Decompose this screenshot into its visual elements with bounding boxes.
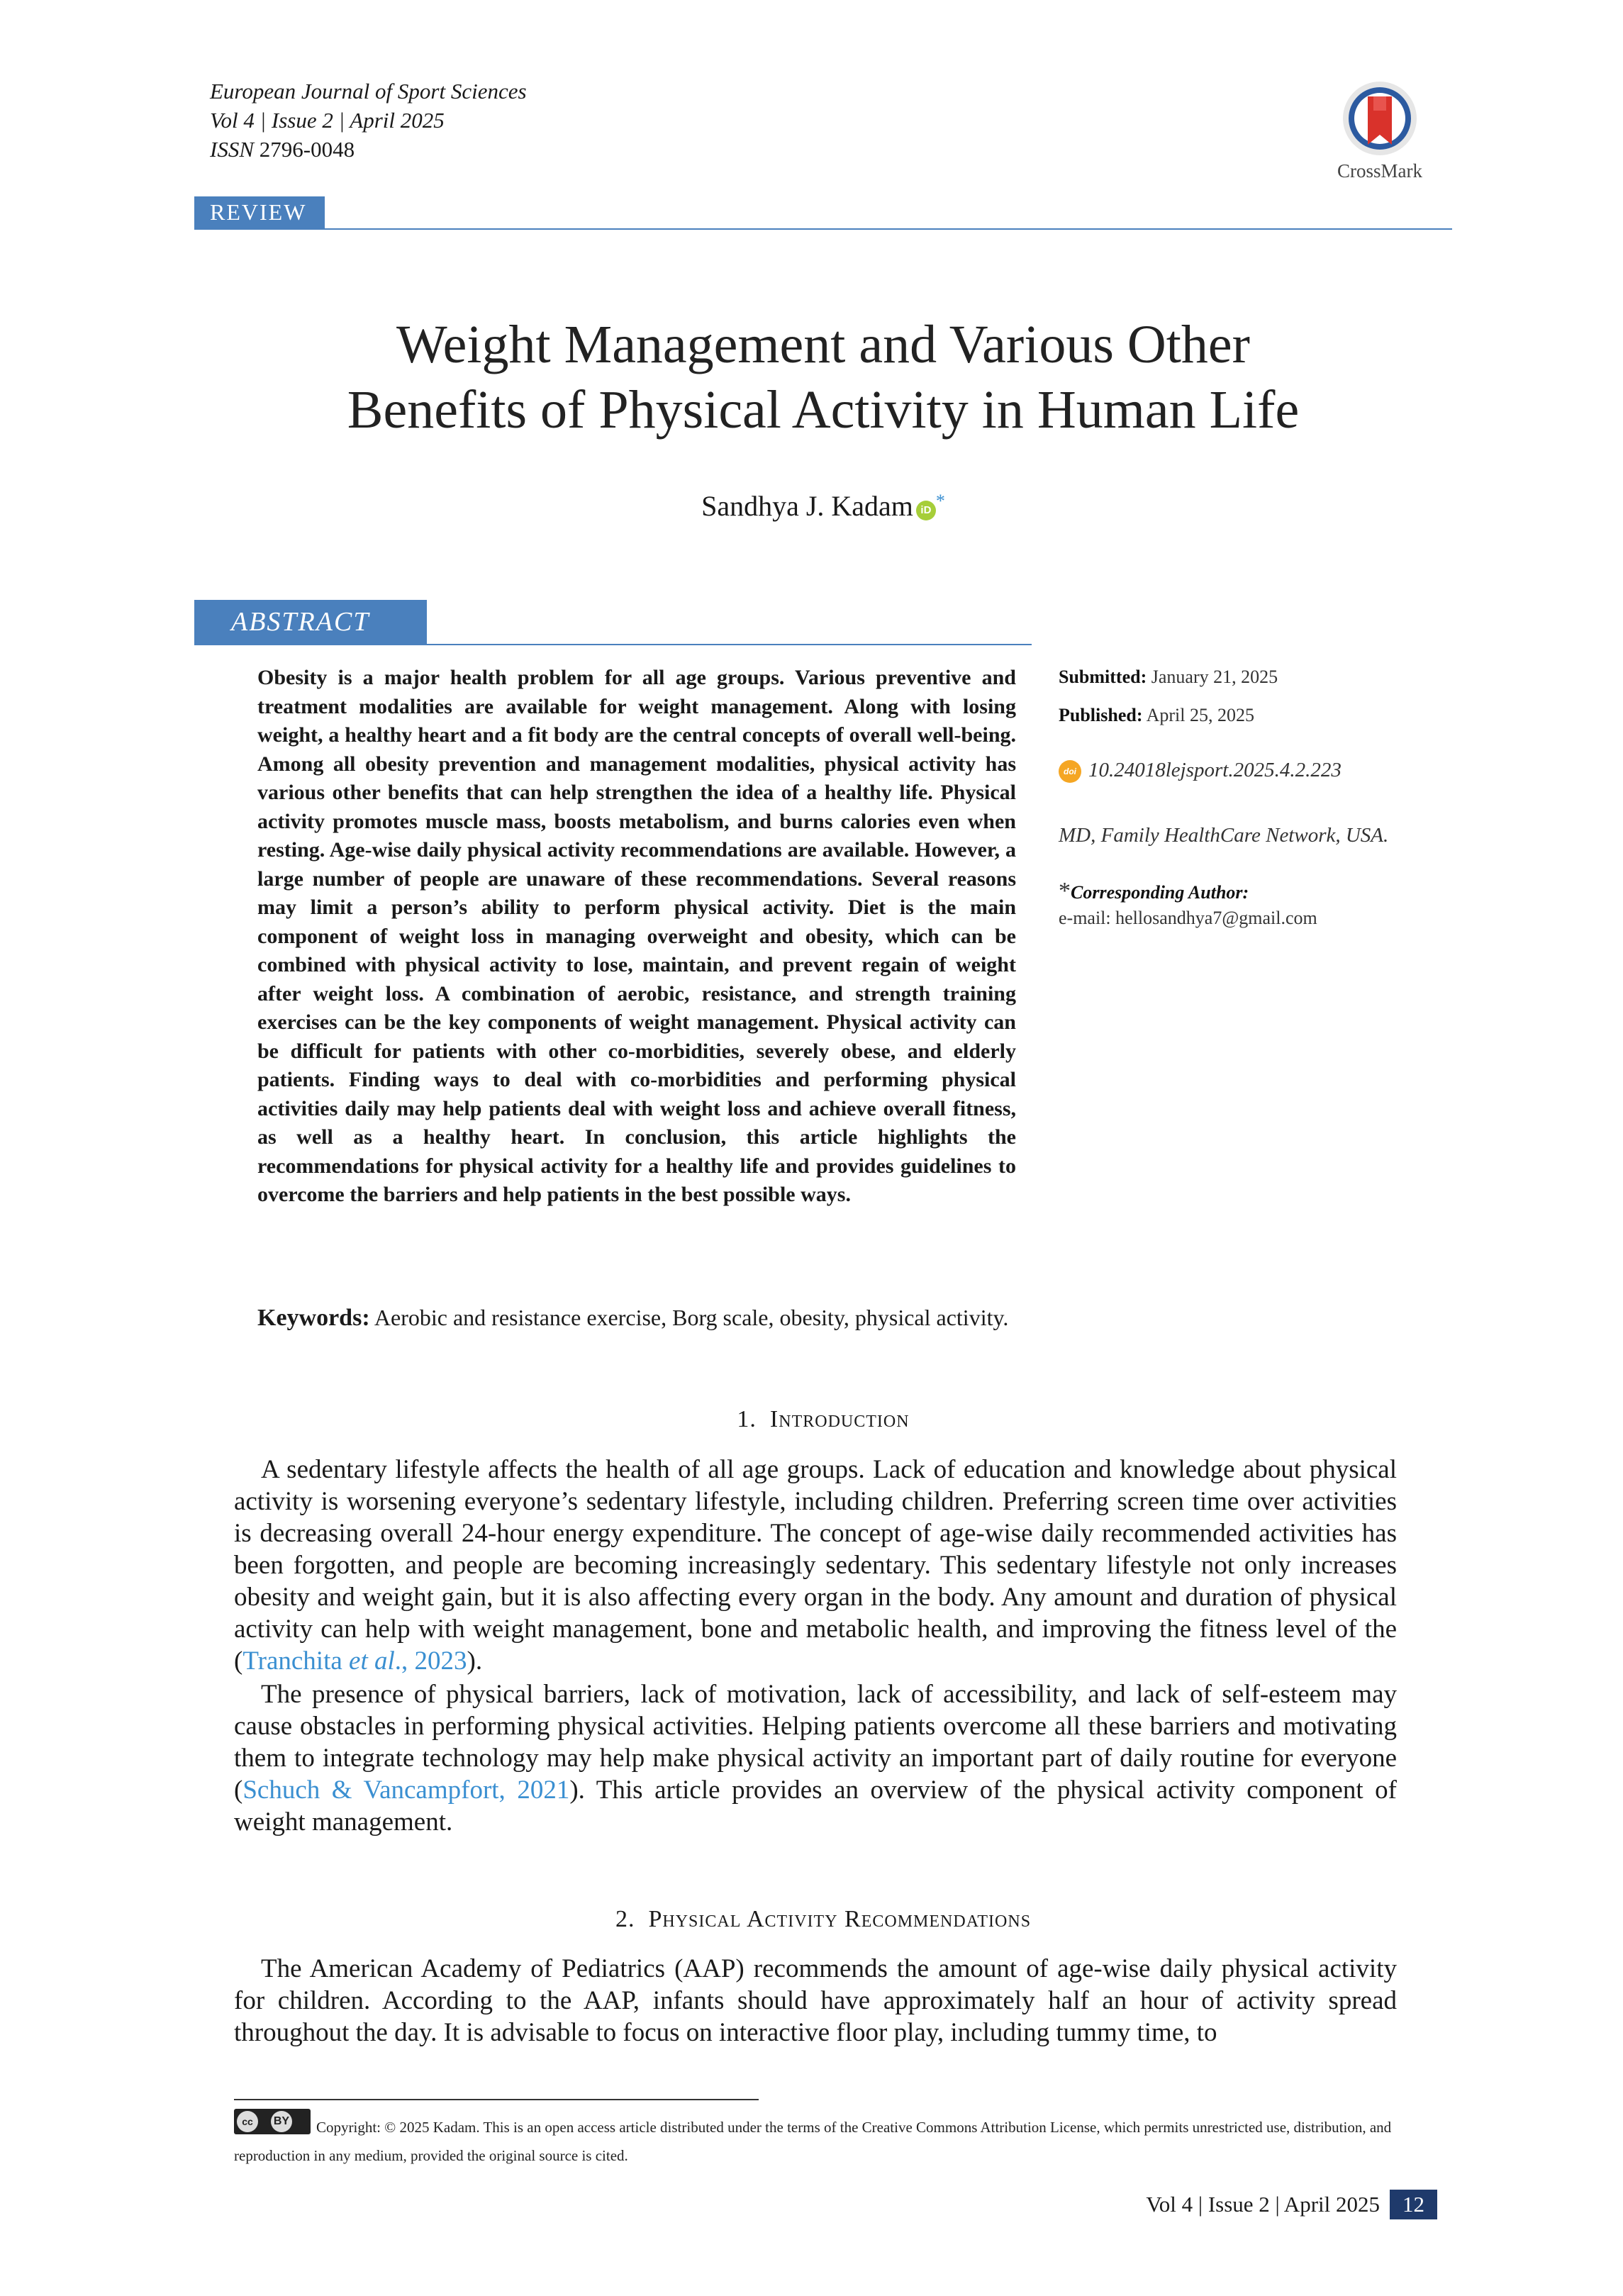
published-label: Published: (1059, 705, 1143, 725)
abstract-text: Obesity is a major health problem for all age groups. Various preventive and treatment modalities are available for weight management. Along with losing weight, a healthy heart and a fit body are the central concepts of overall well-being. Among all obesity prevention and management modalities, physical activity has various other benefits that can help strengthen the idea of a healthy life. Physical activity promotes muscle mass, boosts metabolism, and burns calories even when resting. Age-wise daily physical activity recommendations are available. However, a large number of people are unaware of these recommendations. Several reasons may limit a person’s ability to perform physical activity. Diet is the main component of weight loss in managing overweight and obesity, which can be combined with physical activity to lose, maintain, and prevent regain of weight after weight loss. A combination of aerobic, resistance, and strength training exercises can be the key components of weight management. Physical activity can be difficult for patients with other co-morbidities, severely obese, and elderly patients. Finding ways to deal with co-morbidities and performing physical activities daily may help patients deal with weight loss and achieve overall fitness, as well as a healthy heart. In conclusion, this article highlights the recommendations for physical activity for a healthy life and provides guidelines to overcome the barriers and help patients in the best possible ways. (257, 666, 1016, 1206)
section-number: 2. (615, 1906, 635, 1932)
intro-paragraph-1 (234, 1454, 1397, 1677)
section-number: 1. (737, 1406, 757, 1432)
keywords-label: Keywords: (257, 1305, 370, 1331)
issn-label: ISSN (210, 137, 254, 162)
paragraph-text-end: ). (467, 1646, 483, 1676)
corresponding-email[interactable]: e-mail: hellosandhya7@gmail.com (1059, 908, 1317, 928)
section-title: Introduction (769, 1406, 910, 1432)
footnote-divider (234, 2099, 759, 2100)
crossmark-icon (1341, 79, 1419, 157)
submitted-row (1059, 667, 1278, 688)
journal-issue: Vol 4 | Issue 2 | April 2025 (210, 108, 445, 133)
intro-paragraph-2 (234, 1678, 1397, 1838)
keywords-list: Aerobic and resistance exercise, Borg scale, obesity, physical activity. (374, 1305, 1009, 1330)
published-date: April 25, 2025 (1146, 705, 1254, 725)
corresponding-mark: * (1059, 878, 1071, 904)
submitted-date: January 21, 2025 (1151, 667, 1278, 687)
author-line (194, 489, 1452, 523)
title-line-1: Weight Management and Various Other (396, 315, 1250, 374)
crossmark-label: CrossMark (1337, 160, 1422, 182)
affiliation: MD, Family HealthCare Network, USA. (1059, 824, 1389, 847)
journal-name: European Journal of Sport Sciences (210, 79, 527, 104)
cc-icon: cc (237, 2111, 258, 2132)
by-icon: BY (271, 2111, 292, 2132)
submitted-label: Submitted: (1059, 667, 1147, 687)
article-type-tag: REVIEW (194, 196, 325, 228)
author-name: Sandhya J. Kadam (701, 490, 913, 522)
title-line-2: Benefits of Physical Activity in Human Life (347, 380, 1300, 440)
journal-info (210, 77, 527, 164)
author-corresponding-mark: * (935, 491, 945, 511)
article-type-bar (194, 196, 1452, 230)
section-title: Physical Activity Recommendations (648, 1906, 1032, 1932)
page-footer (1146, 2190, 1437, 2219)
section-heading-introduction (194, 1406, 1452, 1433)
citation-year: ., 2023 (394, 1646, 467, 1676)
published-row (1059, 705, 1254, 726)
crossmark-badge[interactable] (1323, 79, 1437, 182)
issn-number: 2796-0048 (259, 137, 355, 162)
citation-et-al: et al (349, 1646, 395, 1676)
article-title (194, 312, 1452, 442)
corresponding-label: Corresponding Author: (1071, 882, 1249, 903)
journal-issn (210, 135, 527, 164)
citation-author: Tranchita (242, 1646, 350, 1676)
paragraph-text-end: ). This article provides an overview of the physical activity component of weight management. (234, 1776, 1397, 1837)
footer-issue: Vol 4 | Issue 2 | April 2025 (1146, 2192, 1380, 2217)
doi-icon: doi (1059, 760, 1081, 783)
keywords (257, 1303, 1016, 1332)
orcid-icon[interactable]: iD (916, 501, 936, 520)
paragraph-text: A sedentary lifestyle affects the health of all age groups. Lack of education and knowledge about physical activity is worsening everyone’s sedentary lifestyle, including children. Preferring screen time over activities is decreasing overall 24-hour energy expenditure. The concept of age-wise daily recommended activities has been forgotten, and people are becoming increasingly sedentary. This sedentary lifestyle not only increases obesity and weight gain, but it is also affecting every organ in the body. Any amount and duration of physical activity can help with weight management, bone and metabolic health, and improving the fitness level of the ( (234, 1455, 1397, 1676)
corresponding-author-row (1059, 878, 1249, 905)
citation-link[interactable] (242, 1646, 467, 1676)
abstract-header-bar (194, 600, 1032, 645)
copyright-notice: Copyright: © 2025 Kadam. This is an open access article distributed under the terms of the Creative Commons Attribution License, which permits unrestricted use, distribution, and reproduction in any medium, provided the original source is cited. (234, 2119, 1392, 2164)
recommendations-paragraph-1: The American Academy of Pediatrics (AAP) recommends the amount of age-wise daily physical activity for children. According to the AAP, infants should have approximately half an hour of activity spread throughout the day. It is advisable to focus on interactive floor play, including tummy time, to (234, 1954, 1397, 2047)
section-heading-recommendations (194, 1906, 1452, 1933)
page-number: 12 (1390, 2190, 1437, 2219)
doi-link[interactable]: 10.24018lejsport.2025.4.2.223 (1088, 759, 1342, 781)
doi-row[interactable] (1059, 759, 1342, 783)
citation-link[interactable]: Schuch & Vancampfort, 2021 (242, 1776, 570, 1805)
paragraph-text: The presence of physical barriers, lack of motivation, lack of accessibility, and lack of self-esteem may cause obstacles in performing physical activities. Helping patients overcome all these barriers and motivating them to integrate technology may help make physical activity an important part of daily routine for everyone ( (234, 1680, 1397, 1805)
abstract-label: ABSTRACT (194, 600, 427, 644)
